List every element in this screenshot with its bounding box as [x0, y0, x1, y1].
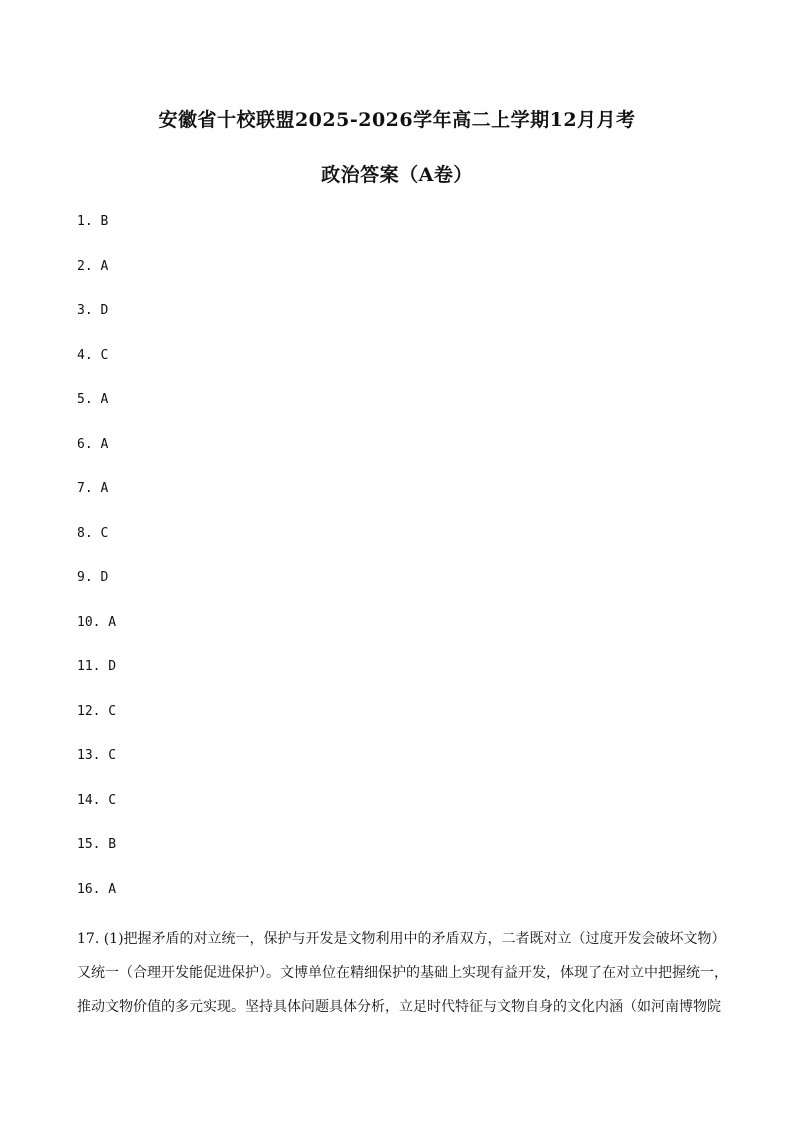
- answer-list: [77, 212, 116, 924]
- paragraph-line: 又统一（合理开发能促进保护）。文博单位在精细保护的基础上实现有益开发，体现了在对立中把握统一，: [77, 965, 728, 981]
- answer-item: 9. D: [77, 570, 109, 585]
- question-17-answer: [77, 922, 757, 1024]
- page-subtitle: 政治答案（A卷）: [321, 164, 473, 186]
- answer-item: 5. A: [77, 392, 109, 407]
- answer-item: 2. A: [77, 258, 109, 274]
- paragraph-line: 17. (1)把握矛盾的对立统一，保护与开发是文物利用中的矛盾双方，二者既对立（过度开发会破坏文物）: [77, 931, 726, 947]
- answer-item: 11. D: [77, 659, 117, 674]
- answer-item: 16. A: [77, 881, 117, 897]
- answer-item: 8. C: [77, 525, 109, 541]
- answer-item: 6. A: [77, 436, 109, 452]
- answer-item: 13. C: [77, 748, 117, 763]
- answer-item: 15. B: [77, 837, 117, 852]
- answer-item: 7. A: [77, 481, 109, 496]
- page-title: 安徽省十校联盟2025-2026学年高二上学期12月月考: [158, 109, 636, 131]
- answer-item: 1. B: [77, 214, 109, 229]
- answer-item: 4. C: [77, 347, 109, 363]
- answer-item: 10. A: [77, 614, 117, 630]
- answer-item: 12. C: [77, 703, 117, 719]
- answer-item: 14. C: [77, 792, 117, 808]
- paragraph-line: 推动文物价值的多元实现。坚持具体问题具体分析，立足时代特征与文物自身的文化内涵（如河南博物院: [77, 999, 721, 1015]
- answer-item: 3. D: [77, 303, 109, 318]
